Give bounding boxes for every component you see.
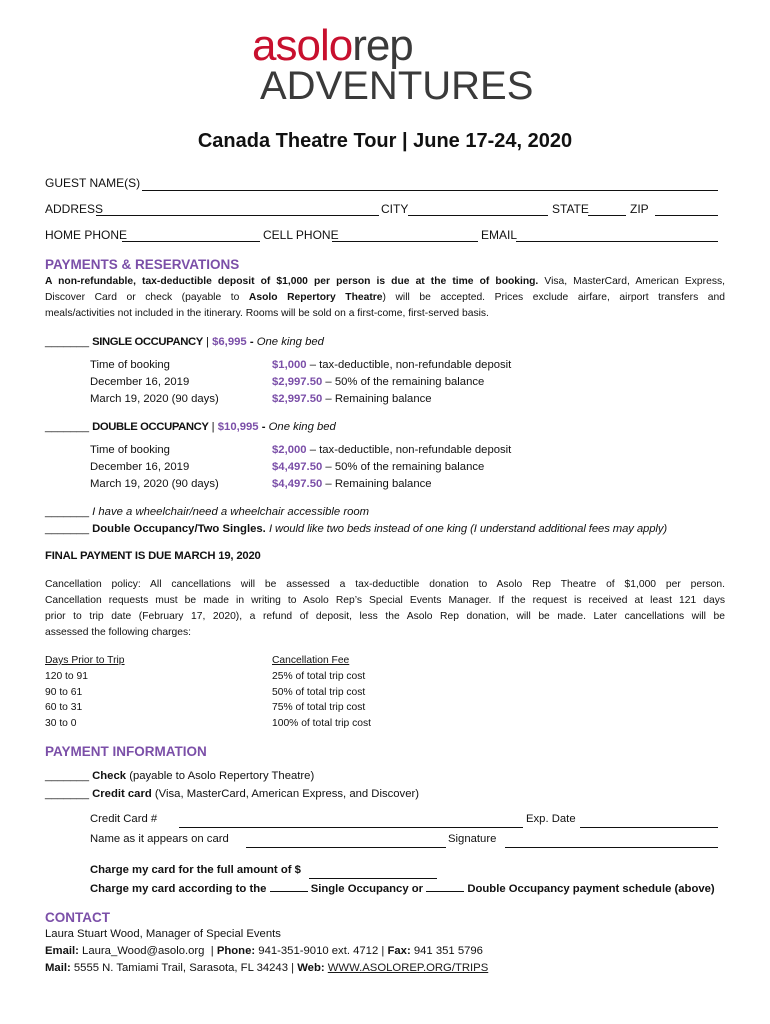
logo-asolo: asolo	[252, 21, 353, 70]
single-price: $6,995	[212, 336, 247, 348]
phone-contact-label: Phone:	[216, 945, 256, 957]
payments-heading: PAYMENTS & RESERVATIONS	[45, 257, 240, 272]
cancel-line-3: prior to trip date (February 17, 2020), a refund of deposit, less the Asolo Rep donation, will be made. Later cancellations will be	[45, 611, 725, 622]
payee-name: Asolo Repertory Theatre	[248, 292, 383, 303]
home-phone-field[interactable]	[122, 241, 260, 242]
single-row-when: March 19, 2020 (90 days)	[90, 393, 219, 405]
charge-schedule-b: Single Occupancy or	[310, 883, 424, 895]
fee-row-fee: 50% of total trip cost	[272, 686, 366, 698]
city-field[interactable]	[408, 215, 548, 216]
single-row-payment	[272, 393, 432, 405]
single-row-amount: $2,997.50	[272, 393, 323, 405]
fee-row-fee: 100% of total trip cost	[272, 718, 372, 730]
credit-note: (Visa, MasterCard, American Express, and Discover)	[154, 788, 420, 800]
check-note: (payable to Asolo Repertory Theatre)	[129, 770, 315, 782]
two-singles-blank[interactable]: _______	[45, 523, 89, 535]
double-note: One king bed	[268, 421, 336, 433]
single-sep: |	[206, 336, 209, 348]
double-row-amount: $4,497.50	[272, 478, 323, 490]
address-label: ADDRESS	[45, 202, 104, 216]
contact-line-1	[45, 945, 483, 957]
page-title: Canada Theatre Tour | June 17-24, 2020	[197, 130, 573, 152]
email-label: EMAIL	[481, 228, 518, 242]
fee-row-days: 30 to 0	[45, 718, 77, 730]
single-note: One king bed	[256, 336, 324, 348]
state-field[interactable]	[588, 215, 626, 216]
charge-single-blank[interactable]	[270, 881, 308, 892]
charge-full-field[interactable]	[309, 878, 437, 879]
payments-line3: meals/activities not included in the itinerary. Rooms will be sold on a first-come, first-served basis.	[45, 308, 489, 319]
check-option[interactable]	[45, 770, 314, 782]
mail-contact-label: Mail:	[45, 962, 71, 974]
contact-heading: CONTACT	[45, 910, 110, 925]
charge-double-blank[interactable]	[426, 881, 464, 892]
double-row-amount: $4,497.50	[272, 461, 323, 473]
signature-label: Signature	[448, 833, 497, 845]
double-label: DOUBLE OCCUPANCY	[92, 421, 209, 433]
single-row-when: Time of booking	[90, 359, 170, 371]
final-payment-due: FINAL PAYMENT IS DUE MARCH 19, 2020	[45, 550, 261, 562]
double-occupancy-option[interactable]	[45, 421, 336, 433]
two-singles-option[interactable]	[45, 523, 667, 535]
double-blank[interactable]: _______	[45, 421, 89, 433]
two-singles-label: Double Occupancy/Two Singles.	[92, 523, 266, 535]
check-label: Check	[92, 770, 127, 782]
logo-adventures: ADVENTURES	[260, 64, 534, 108]
web-contact-label: Web:	[297, 962, 325, 974]
zip-label: ZIP	[630, 202, 649, 216]
double-row-when: March 19, 2020 (90 days)	[90, 478, 219, 490]
signature-field[interactable]	[505, 847, 718, 848]
payments-line2-a: Discover Card or check (payable to	[45, 292, 240, 303]
state-label: STATE	[552, 202, 589, 216]
name-on-card-label: Name as it appears on card	[90, 833, 229, 845]
payments-line2-c: ) will be accepted. Prices exclude airfare, airport transfers and	[382, 292, 725, 303]
home-phone-label: HOME PHONE	[45, 228, 128, 242]
single-label: SINGLE OCCUPANCY	[92, 336, 203, 348]
fee-row-fee: 25% of total trip cost	[272, 671, 366, 682]
credit-blank[interactable]: _______	[45, 788, 89, 800]
single-row-amount: $2,997.50	[272, 376, 323, 388]
sep-2: |	[381, 945, 385, 957]
fee-row-days: 60 to 31	[45, 702, 83, 714]
charge-schedule-row	[90, 881, 715, 895]
fee-row-fee: 75% of total trip cost	[272, 702, 366, 714]
single-occupancy-option[interactable]	[45, 336, 324, 348]
check-blank[interactable]: _______	[45, 770, 89, 782]
wheelchair-blank[interactable]: _______	[45, 506, 89, 518]
contact-name: Laura Stuart Wood, Manager of Special Events	[45, 928, 281, 940]
cancel-line-2: Cancellation requests must be made in writing to Asolo Rep’s Special Events Manager. If the request is received at least 121 days	[45, 595, 725, 606]
contact-web-link[interactable]: WWW.ASOLOREP.ORG/TRIPS	[327, 962, 489, 974]
exp-date-label: Exp. Date	[526, 813, 576, 825]
charge-schedule-c: Double Occupancy payment schedule (above)	[467, 883, 715, 895]
guest-names-field[interactable]	[142, 190, 718, 191]
double-row-payment	[272, 461, 484, 473]
email-field[interactable]	[516, 241, 718, 242]
fee-col-fee: Cancellation Fee	[272, 655, 350, 666]
credit-label: Credit card	[92, 788, 152, 800]
fee-row-days: 90 to 61	[45, 686, 83, 698]
wheelchair-option[interactable]	[45, 506, 369, 518]
contact-mail: 5555 N. Tamiami Trail, Sarasota, FL 34243	[73, 962, 288, 974]
charge-full-label: Charge my card for the full amount of $	[90, 864, 301, 876]
wheelchair-label: I have a wheelchair/need a wheelchair accessible room	[92, 506, 370, 518]
logo	[248, 21, 538, 110]
double-row-desc: – 50% of the remaining balance	[325, 461, 485, 473]
guest-names-label: GUEST NAME(S)	[45, 176, 141, 190]
single-row-payment	[272, 376, 484, 388]
double-dash: -	[261, 421, 266, 433]
double-row-amount: $2,000	[272, 444, 307, 456]
cancel-line-4: assessed the following charges:	[45, 627, 191, 638]
payments-intro	[45, 276, 725, 287]
email-contact-label: Email:	[45, 945, 79, 957]
fee-row-days: 120 to 91	[45, 671, 88, 682]
double-row-payment	[272, 444, 511, 456]
double-row-desc: – tax-deductible, non-refundable deposit	[309, 444, 512, 456]
payments-intro-rest: Visa, MasterCard, American Express,	[544, 276, 725, 287]
single-row-payment	[272, 359, 511, 371]
single-blank[interactable]: _______	[45, 336, 89, 348]
contact-phone: 941-351-9010 ext. 4712	[258, 945, 379, 957]
single-row-desc: – Remaining balance	[325, 393, 432, 405]
zip-field[interactable]	[655, 215, 718, 216]
fax-contact-label: Fax:	[387, 945, 411, 957]
single-row-desc: – tax-deductible, non-refundable deposit	[309, 359, 512, 371]
cc-number-field[interactable]	[179, 827, 523, 828]
double-row-desc: – Remaining balance	[325, 478, 432, 490]
single-row-when: December 16, 2019	[90, 376, 190, 388]
cc-number-label: Credit Card #	[90, 813, 158, 825]
double-price: $10,995	[217, 421, 259, 433]
contact-email[interactable]: Laura_Wood@asolo.org	[82, 945, 205, 957]
charge-schedule-a: Charge my card according to the	[90, 883, 267, 895]
payments-line2	[45, 292, 725, 303]
double-row-when: December 16, 2019	[90, 461, 190, 473]
payment-info-heading: PAYMENT INFORMATION	[45, 744, 207, 759]
cancel-line-1: Cancellation policy: All cancellations will be assessed a tax-deductible donation to Asolo Rep Theatre of $1,000 per person.	[45, 579, 725, 590]
single-row-amount: $1,000	[272, 359, 307, 371]
name-on-card-field[interactable]	[246, 847, 446, 848]
single-row-desc: – 50% of the remaining balance	[325, 376, 485, 388]
fee-col-days: Days Prior to Trip	[45, 655, 125, 666]
city-label: CITY	[381, 202, 409, 216]
double-row-payment	[272, 478, 432, 490]
contact-line-2	[45, 962, 488, 974]
sep-1: |	[210, 945, 214, 957]
guest-names-row	[45, 176, 140, 190]
address-field[interactable]	[96, 215, 379, 216]
cell-phone-label: CELL PHONE	[263, 228, 339, 242]
deposit-note: A non-refundable, tax-deductible deposit of $1,000 per person is due at the time of booking.	[45, 276, 539, 287]
double-sep: |	[211, 421, 215, 433]
logo-rep: rep	[352, 21, 413, 70]
two-singles-note: I would like two beds instead of one king (I understand additional fees may apply)	[268, 523, 668, 535]
double-row-when: Time of booking	[90, 444, 170, 456]
cell-phone-field[interactable]	[332, 241, 478, 242]
credit-card-option[interactable]	[45, 788, 419, 800]
single-dash: -	[249, 336, 254, 348]
contact-fax: 941 351 5796	[413, 945, 483, 957]
sep-3: |	[291, 962, 295, 974]
exp-date-field[interactable]	[580, 827, 718, 828]
